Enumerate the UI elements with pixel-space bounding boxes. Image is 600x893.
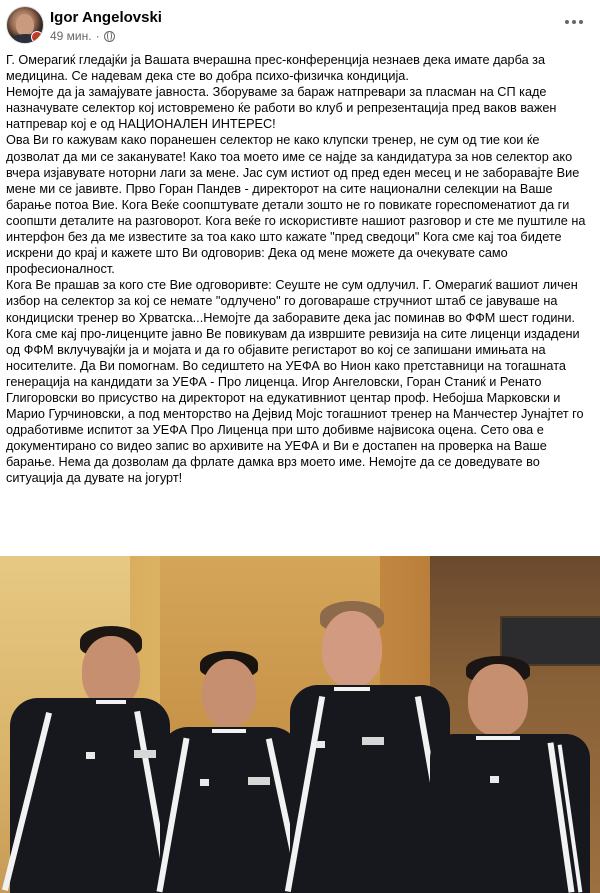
shirt-logo <box>490 776 499 783</box>
post-header <box>0 0 600 50</box>
author-avatar[interactable] <box>6 6 44 44</box>
post-paragraph: Ова Ви го кажувам како поранешен селектор не како клупски тренер, не сум од тие кои ќе дозволат да ми се заканувате! Како тоа моето име се најде за кандидатура за нов селектор ако вчера изјавувате ноторни лаги за мене. Јас сум истиот од пред еден месец и не заборавајте Вие мене ми се јавивте. Прво Горан Пандев - директорот на сите национални селекции на Ваше барање потоа Вие. Кога Веќе соопштувате детали зошто не го повикате гореспоменатиот да ги соопшти деталите на разговорот. Кога веќе го искористивте нашиот разговор и сте ме пуштиле на интерфон без да ме известите за тоа како што кажате "пред сведоци" Кога сме кај тоа бидете искрени до крај и кажете што Ви одговорив: Дека од мене можете да очекувате само професионалност. <box>6 133 586 277</box>
jacket-collar <box>334 687 370 691</box>
jacket-logo <box>316 741 325 748</box>
jacket-crest <box>362 737 384 745</box>
jacket-crest <box>134 750 156 758</box>
photo-person-1 <box>10 626 170 893</box>
jacket-logo <box>86 752 95 759</box>
post-paragraph: Г. Омерагиќ гледајќи ја Вашата вчерашна прес-конференција незнаев дека имате дарба за медицина. Се надевам дека сте во добра психо-физичка кондиција. <box>6 53 546 84</box>
person-torso <box>10 698 170 893</box>
jacket-collar <box>212 729 246 733</box>
post-meta <box>50 29 115 43</box>
post-time[interactable]: 49 мин. <box>50 29 92 43</box>
jacket-logo <box>200 779 209 786</box>
person-torso <box>290 685 450 893</box>
post-paragraph: Кога Ве прашав за кого сте Вие одговоривте: Сеуште не сум одлучил. Г. Омерагиќ вашиот личен избор на селектор за кој се немате "одлучено" го договараше стручниот штаб се јавуваше на кондициски тренер во Хрватска...Немојте да заборавите дека јас поминав во ФФМ шест години. <box>6 278 578 325</box>
author-name[interactable]: Igor Angelovski <box>50 9 162 26</box>
post-paragraph: Немојте да ја замајувате јавноста. Зборуваме за бараж натпревари за пласман на СП каде назначувате селектор кој истовремено ќе работи во клуб и репрезентација пред ваков важен натпревар кој е од НАЦИОНАЛЕН ИНТЕРЕС! <box>6 85 557 132</box>
person-head <box>468 664 528 736</box>
jacket-collar <box>96 700 126 704</box>
shirt-collar <box>476 736 520 740</box>
photo-person-3 <box>290 601 450 893</box>
photo-person-4 <box>430 656 590 893</box>
post-photo[interactable] <box>0 556 600 893</box>
globe-icon <box>104 31 115 42</box>
more-options-icon[interactable] <box>562 12 586 32</box>
person-head <box>202 659 256 727</box>
post-paragraph: Кога сме кај про-лиценците јавно Ве повикувам да извршите ревизија на сите лиценци издадени од ФФМ вклучувајќи ја и мојата и да го објавите регистарот во кој се запишани имињата на носителите. Да Ви помогнам. Во седиштето на УЕФА во Нион како претставници на тогашната генерација на кандидати за УЕФА - Про лиценца. Игор Ангеловски, Горан Станиќ и Ренато Глигоровски во присуство на директорот на едукативниот центар проф. Небојша Марковски и Марио Гурчиновски, а под менторство на Дејвид Мојс тогашниот тренер на Манчестер Јунајтет го одработивме испитот за УЕФА Про Лиценца при што добивме највисока оцена. Сето ова е документирано со видео запис во архивите на УЕФА и Ви е достапен на проверка на Ваше барање. Нема да дозволам да фрлате дамка врз моето име. Немојте да се доведувате во ситуација да дувате на јогурт! <box>6 326 584 486</box>
meta-separator: · <box>95 29 100 43</box>
person-head <box>322 611 382 687</box>
avatar-badge <box>31 31 43 43</box>
photo-person-2 <box>160 651 300 893</box>
post-text <box>6 52 590 487</box>
more-dot <box>572 20 576 24</box>
more-dot <box>579 20 583 24</box>
more-dot <box>565 20 569 24</box>
jacket-crest <box>248 777 270 785</box>
